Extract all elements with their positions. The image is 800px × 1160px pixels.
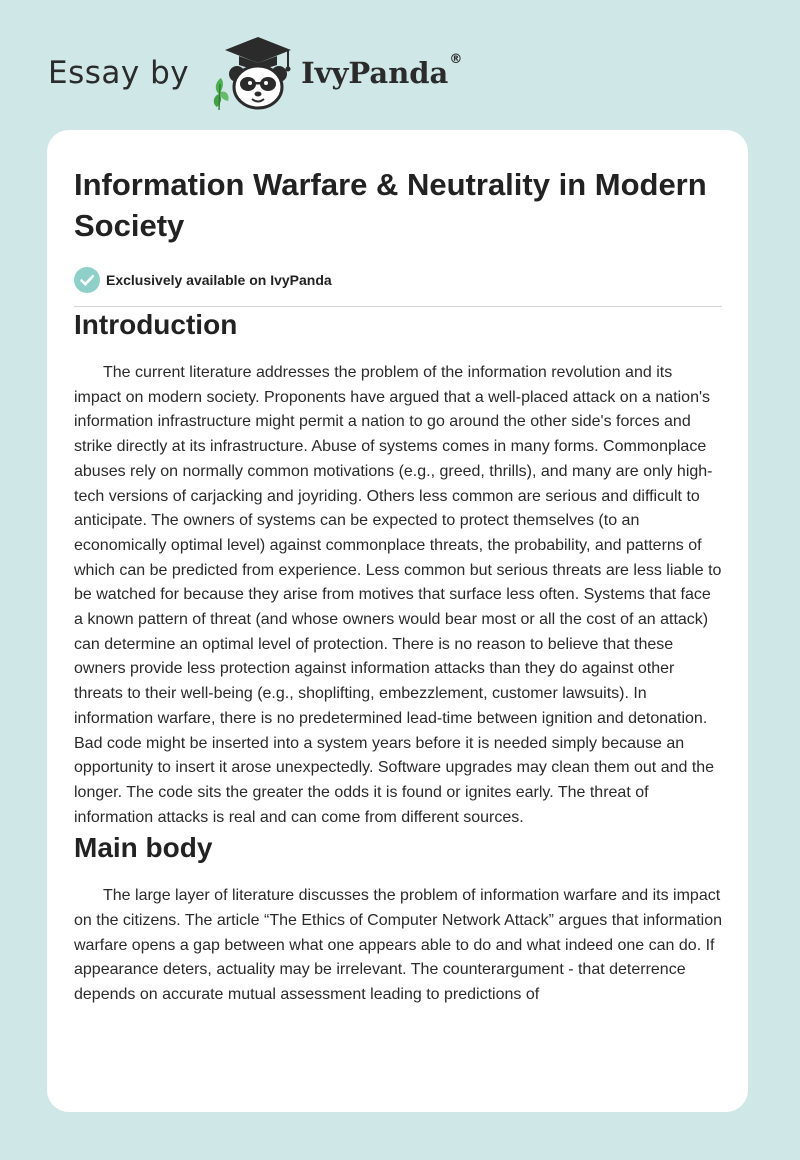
- section-paragraph-introduction: The current literature addresses the problem of the information revolution and its impact on modern society. Proponents have argued that a well-placed attack on a nation's information infrastructure might permit a nation to go around the other side's forces and strike directly at its infrastructure. Abuse of systems comes in many forms. Commonplace abuses rely on normally common motivations (e.g., greed, thrills), and many are only high-tech versions of carjacking and joyriding. Others less common are serious and difficult to anticipate. The owners of systems can be expected to protect themselves (to an economically optimal level) against commonplace threats, the probability, and patterns of which can be predicted from experience. Less common but serious threats are less liable to be watched for because they arise from motives that surface less often. Systems that face a known pattern of threat (and whose owners would bear most or all the cost of an attack) can determine an optimal level of protection. There is no reason to believe that these owners provide less protection against information attacks than they do against other threats to their well-being (e.g., shoplifting, embezzlement, customer lawsuits). In information warfare, there is no predetermined lead-time between ignition and detonation. Bad code might be inserted into a system years before it is needed simply because an opportunity to insert it arose unexpectedly. Software upgrades may clean them out and the longer. The code sits the greater the odds it is found or ignites early. The threat of information attacks is real and can come from different sources.: [74, 364, 722, 826]
- badge-label: Exclusively available on IvyPanda: [106, 272, 332, 288]
- section-paragraph-main-body: The large layer of literature discusses the problem of information warfare and its impact on the citizens. The article “The Ethics of Computer Network Attack” argues that information warfare opens a gap between what one appears able to do and what indeed one can do. If appearance deters, actuality may be irrelevant. The counterargument - that deterrence depends on accurate mutual assessment leading to predictions of: [74, 887, 722, 1004]
- essay-title: Information Warfare & Neutrality in Modern Society: [74, 167, 707, 243]
- brand-header: [48, 34, 462, 112]
- essay-card: [47, 130, 748, 1112]
- brand-prefix: Essay by: [48, 55, 190, 91]
- exclusive-badge: [74, 266, 722, 294]
- brand-name[interactable]: IvyPanda: [301, 56, 449, 90]
- section-heading-introduction: Introduction: [74, 309, 238, 340]
- checkmark-icon: [74, 267, 100, 293]
- essay-content: [74, 164, 722, 1008]
- ivypanda-logo-icon[interactable]: [205, 34, 297, 112]
- section-heading-main-body: Main body: [74, 832, 213, 864]
- registered-mark: ®: [449, 52, 463, 67]
